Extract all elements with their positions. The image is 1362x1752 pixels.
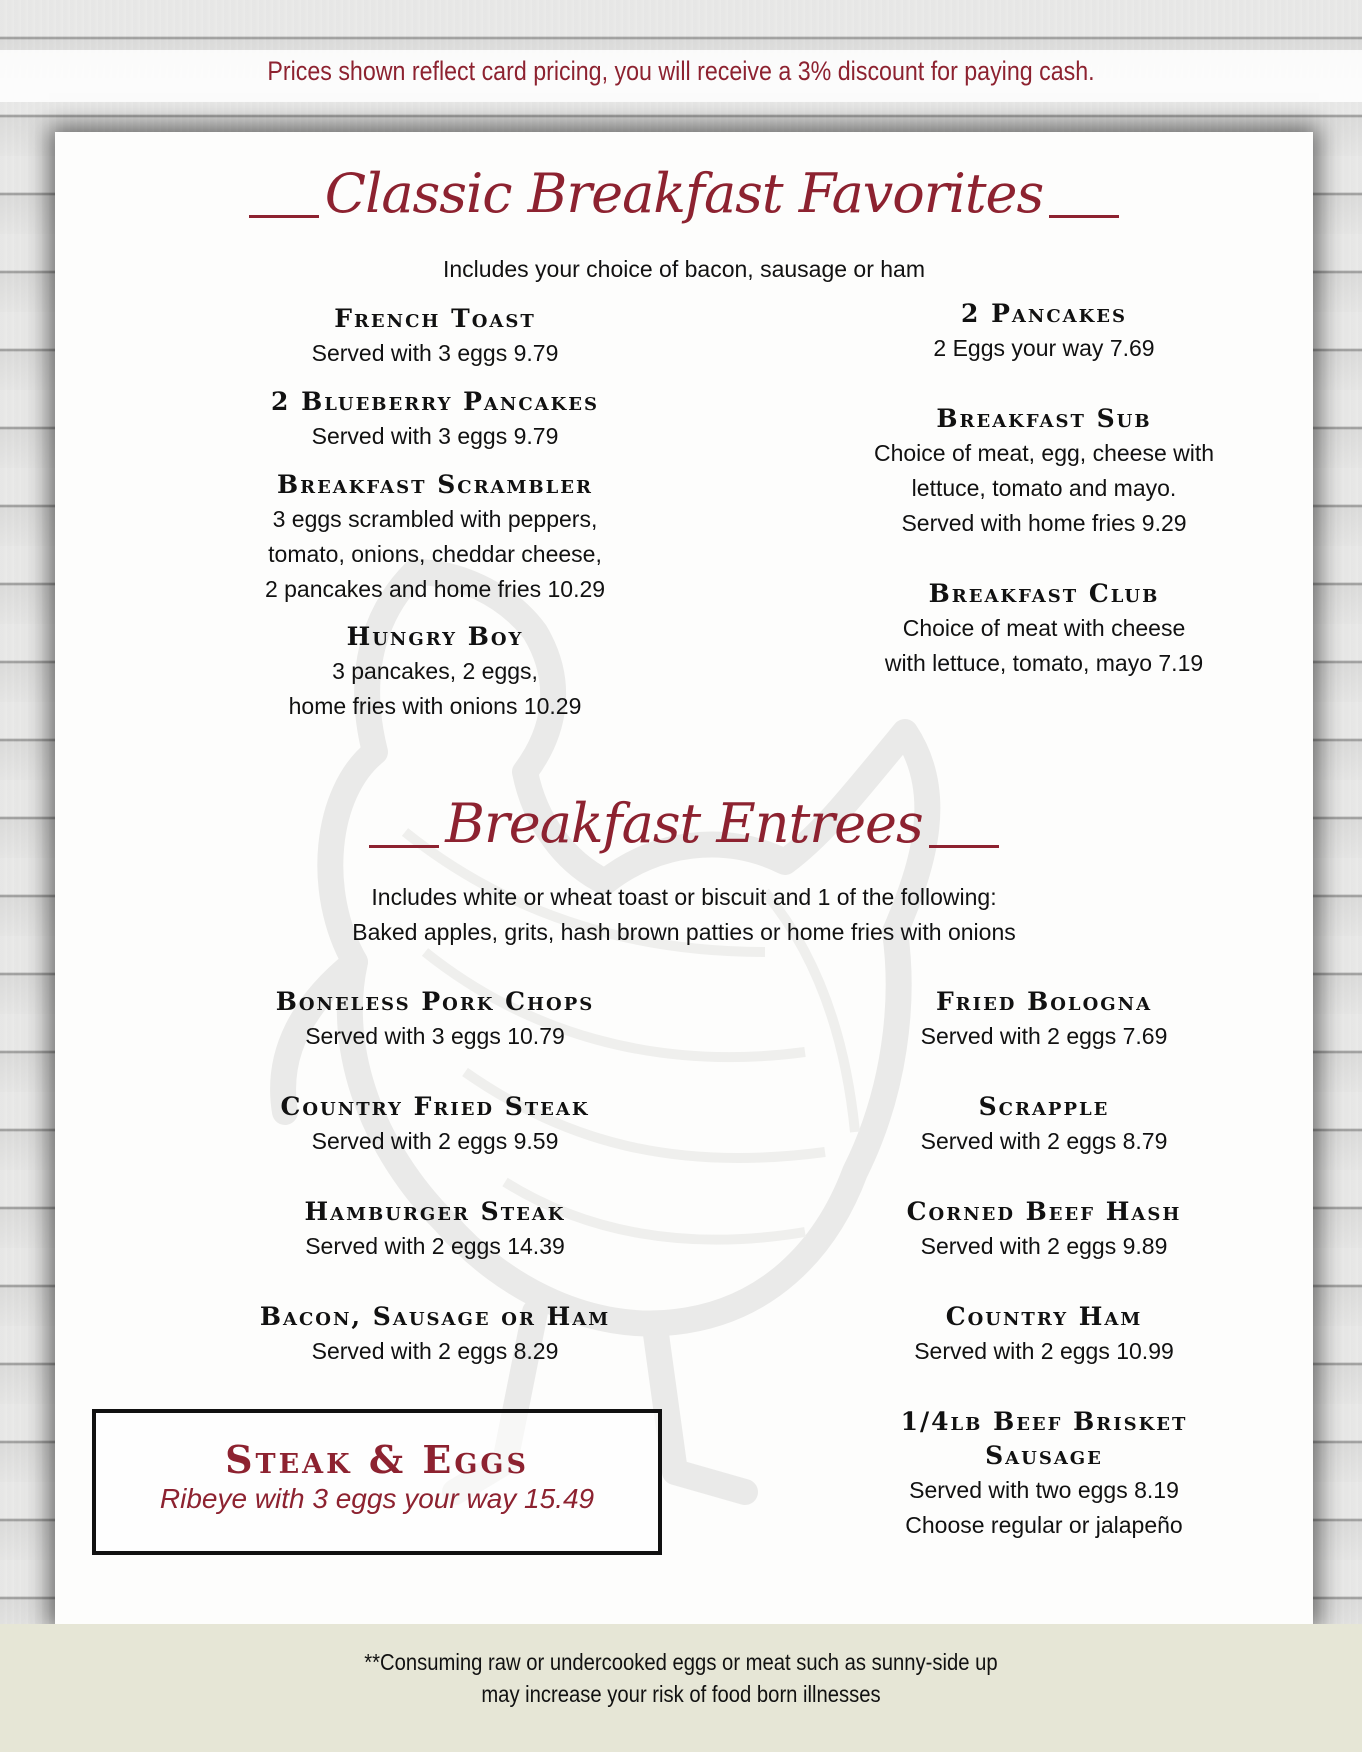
menu-item-breakfast-club [784,577,1304,681]
item-name: Breakfast Scrambler [277,470,593,499]
title-rule-left [369,845,439,848]
item-name: 2 Pancakes [961,299,1127,328]
steak-and-eggs-special-box [92,1409,662,1555]
item-name: 2 Blueberry Pancakes [270,387,600,416]
item-desc: Choice of meat, egg, cheese with [873,440,1215,466]
menu-item-breakfast-scrambler [175,468,695,607]
menu-item-country-ham [784,1300,1304,1369]
menu-panel [55,132,1313,1624]
menu-item-beef-brisket-sausage [784,1405,1304,1543]
disclaimer-line: may increase your risk of food born illnesses [481,1681,881,1707]
item-name: Country Ham [945,1302,1143,1331]
classic-favorites-title-text: Classic Breakfast Favorites [324,162,1044,225]
title-rule-left [249,215,319,218]
cash-discount-note: Prices shown reflect card pricing, you will receive a 3% discount for paying cash. [267,56,1095,86]
title-rule-right [929,845,999,848]
disclaimer-line: **Consuming raw or undercooked eggs or meat such as sunny-side up [364,1649,998,1675]
item-desc: Choose regular or jalapeño [905,1512,1183,1538]
classic-favorites-title [55,162,1313,225]
item-desc: Served with 2 eggs 9.89 [920,1233,1168,1259]
item-desc: Served with 2 eggs 9.59 [311,1128,559,1154]
item-name: Country Fried Steak [280,1092,590,1121]
item-desc: Served with 3 eggs 9.79 [311,423,559,449]
item-desc: Served with 2 eggs 8.79 [920,1128,1168,1154]
item-name: Fried Bologna [935,987,1153,1016]
item-name: Scrapple [978,1092,1110,1121]
breakfast-entrees-subtitle [55,880,1313,950]
breakfast-entrees-title-text: Breakfast Entrees [445,792,923,855]
item-name: Bacon, Sausage or Ham [259,1302,611,1331]
item-desc: Served with 2 eggs 14.39 [305,1233,565,1259]
item-name: 1/4lb Beef Brisket [900,1407,1188,1436]
item-desc: Choice of meat with cheese [902,615,1186,641]
item-desc: Served with 2 eggs 8.29 [311,1338,559,1364]
menu-item-corned-beef-hash [784,1195,1304,1264]
subtitle-line: Includes white or wheat toast or biscuit and 1 of the following: [371,884,997,910]
item-desc: tomato, onions, cheddar cheese, [268,541,602,567]
menu-item-hamburger-steak [175,1195,695,1264]
item-desc: Served with 3 eggs 9.79 [311,340,559,366]
item-desc: Served with 3 eggs 10.79 [305,1023,565,1049]
item-desc: Served with 2 eggs 7.69 [920,1023,1168,1049]
item-name: Corned Beef Hash [906,1197,1182,1226]
menu-item-country-fried-steak [175,1090,695,1159]
item-desc: lettuce, tomato and mayo. [911,475,1177,501]
item-desc: 3 eggs scrambled with peppers, [272,506,598,532]
special-title: Steak & Eggs [225,1437,529,1482]
menu-item-2-pancakes [784,297,1304,366]
item-desc: home fries with onions 10.29 [288,693,582,719]
menu-item-boneless-pork-chops [175,985,695,1054]
item-name: Breakfast Sub [936,404,1152,433]
classic-favorites-subtitle: Includes your choice of bacon, sausage or ham [442,256,925,282]
food-safety-disclaimer [82,1646,1281,1710]
item-name-line-2: Sausage [985,1441,1103,1470]
special-desc: Ribeye with 3 eggs your way 15.49 [159,1483,595,1514]
item-name: French Toast [334,304,536,333]
item-desc: 3 pancakes, 2 eggs, [332,658,538,684]
item-name: Breakfast Club [928,579,1160,608]
menu-item-bacon-sausage-ham [175,1300,695,1369]
item-desc: Served with 2 eggs 10.99 [914,1338,1174,1364]
menu-item-french-toast [175,302,695,371]
item-desc: with lettuce, tomato, mayo 7.19 [884,650,1204,676]
menu-item-fried-bologna [784,985,1304,1054]
item-desc: Served with home fries 9.29 [901,510,1187,536]
title-rule-right [1049,215,1119,218]
item-name: Hungry Boy [346,622,524,651]
menu-item-blueberry-pancakes [175,385,695,454]
item-desc: Served with two eggs 8.19 [909,1477,1179,1503]
menu-item-hungry-boy [175,620,695,724]
item-name: Boneless Pork Chops [275,987,595,1016]
breakfast-entrees-title [55,792,1313,855]
item-name: Hamburger Steak [304,1197,566,1226]
item-desc: 2 Eggs your way 7.69 [933,335,1155,361]
footer-band [0,1624,1362,1752]
subtitle-line: Baked apples, grits, hash brown patties or home fries with onions [352,919,1016,945]
menu-item-scrapple [784,1090,1304,1159]
menu-item-breakfast-sub [784,402,1304,541]
item-desc: 2 pancakes and home fries 10.29 [264,576,606,602]
